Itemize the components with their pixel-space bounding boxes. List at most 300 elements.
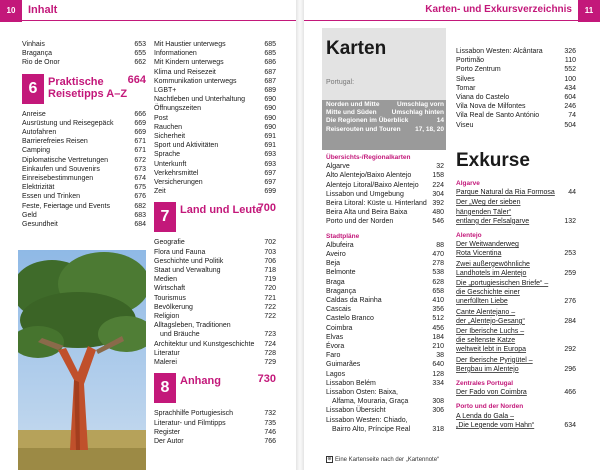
entry-title: Aveiro (326, 251, 346, 259)
entry-page: 410 (432, 297, 444, 305)
chapter-number: 7 (154, 202, 176, 232)
toc-entry[interactable] (154, 248, 276, 257)
toc-entry[interactable] (154, 77, 276, 86)
entry-title: Mitte und Süden (326, 109, 377, 117)
entry-page: 693 (264, 151, 276, 159)
toc-entry[interactable] (154, 40, 276, 49)
entry-title: Barrierefreies Reisen (22, 138, 88, 146)
map-entry[interactable] (326, 324, 444, 333)
toc-entry[interactable] (22, 202, 146, 211)
entry-page: 690 (264, 96, 276, 104)
entry-page: 697 (264, 179, 276, 187)
entry-title: entlang der Felsalgarve (456, 217, 530, 225)
toc-entry[interactable] (154, 150, 276, 159)
entry-page: 673 (134, 165, 146, 173)
entry-page: 671 (134, 147, 146, 155)
map-entry[interactable] (326, 117, 444, 125)
entry-title: Geld (22, 211, 37, 219)
entry-page: 276 (564, 298, 576, 306)
toc-entry[interactable] (22, 146, 146, 155)
toc-entry[interactable] (22, 58, 146, 67)
entry-title: und Bräuche (160, 331, 200, 339)
entry-page: 38 (436, 352, 444, 360)
entry-page: 693 (264, 160, 276, 168)
entry-page: 334 (432, 379, 444, 387)
toc-entry[interactable] (154, 95, 276, 104)
header-rule (304, 20, 578, 21)
entry-title: Lissabon Übersicht (326, 407, 386, 415)
toc-entry[interactable] (22, 192, 146, 201)
toc-entry[interactable] (154, 178, 276, 187)
entry-title: weltweit lebt in Europa (456, 346, 527, 354)
maps-column-1 (326, 153, 444, 434)
toc-entry[interactable] (154, 437, 276, 446)
chapter-page: 664 (127, 73, 146, 86)
entry-title: Belmonte (326, 269, 356, 277)
legend-note (326, 456, 439, 463)
entry-title: Feste, Feiertage und Events (22, 202, 110, 210)
portugal-maps-list (326, 101, 444, 134)
maps-column-2 (456, 47, 576, 130)
entry-title: Norden und Mitte (326, 101, 380, 108)
map-entry[interactable] (326, 181, 444, 190)
entry-title: Geografie (154, 239, 185, 247)
entry-title: Geschichte und Politik (154, 257, 224, 265)
entry-page (440, 388, 444, 397)
entry-page: 685 (264, 50, 276, 58)
entry-title: Klima und Reisezeit (154, 68, 216, 76)
map-entry[interactable] (326, 217, 444, 226)
entry-title: die Geschichte einer (456, 289, 520, 297)
exkurs-entry[interactable] (456, 308, 576, 326)
chapter-8-heading[interactable] (154, 373, 276, 403)
entry-page: 720 (264, 285, 276, 293)
entry-page: 766 (264, 437, 276, 445)
entry-page: 480 (432, 209, 444, 217)
map-entry[interactable] (456, 75, 576, 84)
toc-entry[interactable] (154, 141, 276, 150)
entry-page: 685 (264, 41, 276, 48)
entry-page: 735 (264, 419, 276, 427)
exkurs-entry[interactable] (456, 327, 576, 355)
entry-title: Bragança (326, 287, 356, 295)
entry-page: 718 (264, 267, 276, 275)
entry-title: Lagos (326, 370, 346, 378)
entry-title: Die Regionen im Überblick (326, 117, 409, 125)
section-label: Zentrales Portugal (456, 380, 514, 388)
entry-title: Camping (22, 147, 51, 155)
section-label: Stadtpläne (326, 232, 360, 240)
map-entry[interactable] (456, 111, 576, 120)
entry-title: der „Alentejo-Gesang“ (456, 317, 525, 325)
map-entry[interactable] (456, 121, 576, 130)
map-entry[interactable] (326, 388, 444, 397)
entry-title: Der Iberische Pyrigütel – (456, 356, 533, 364)
entry-page: 690 (264, 114, 276, 122)
toc-column-1 (22, 40, 146, 229)
entry-page: 724 (264, 340, 276, 348)
entry-title: Bairro Alto, Príncipe Real (332, 425, 411, 433)
entry-title: Alto Alentejo/Baixo Alentejo (326, 172, 412, 180)
karten-title: Karten (326, 38, 387, 59)
map-entry[interactable] (326, 333, 444, 342)
map-entry[interactable] (326, 406, 444, 415)
entry-page: 746 (264, 428, 276, 436)
entry-title: Mit Kindern unterwegs (154, 59, 224, 67)
exkurs-entry[interactable] (456, 279, 576, 307)
map-entry[interactable] (456, 93, 576, 102)
entry-title: Register (154, 428, 181, 436)
legend-text: Eine Kartenseite nach der „Kartennote“ (335, 457, 440, 464)
entry-page: 100 (564, 75, 576, 83)
toc-entry[interactable] (22, 40, 146, 49)
chapter-page: 730 (257, 373, 276, 386)
entry-page: 721 (264, 294, 276, 302)
toc-entry[interactable] (22, 49, 146, 58)
entry-page: 687 (264, 68, 276, 76)
entry-title: Post (154, 114, 169, 122)
chapter-title: Praktische Reisetipps A–Z (48, 75, 128, 100)
entry-title: Medien (154, 276, 177, 284)
entry-title: Wirtschaft (154, 285, 186, 293)
entry-title: Viseu (456, 121, 474, 129)
toc-entry[interactable] (22, 165, 146, 174)
entry-title: Alentejo Litoral/Baixo Alentejo (326, 181, 419, 189)
entry-title: Guimarães (326, 361, 361, 369)
entry-title: Lissabon und Umgebung (326, 190, 404, 198)
entry-title: Gesundheit (22, 221, 58, 229)
map-entry[interactable] (326, 351, 444, 360)
entry-title: Ausrüstung und Reisegepäck (22, 119, 114, 127)
entry-title: hängenden Täler“ (456, 208, 512, 216)
entry-title: Sprache (154, 151, 181, 159)
entry-page: 655 (134, 50, 146, 58)
entry-page: 17, 18, 20 (415, 125, 444, 133)
portugal-label-block (326, 78, 444, 87)
entry-page: 653 (134, 41, 146, 48)
entry-page: 246 (564, 103, 576, 111)
entry-title: Algarve (326, 163, 350, 171)
toc-entry[interactable] (22, 119, 146, 128)
entry-title: Der Iberische Luchs – (456, 328, 525, 336)
entry-page: 671 (134, 138, 146, 146)
entry-title: Rota Vicentina (456, 250, 502, 258)
exkurs-entry[interactable] (456, 356, 576, 374)
toc-entry[interactable] (154, 187, 276, 196)
entry-page: Umschlag hinten (391, 109, 444, 117)
entry-title: Alltagsleben, Traditionen (154, 322, 231, 330)
entry-title: Literatur (154, 349, 180, 357)
entry-page: 32 (436, 163, 444, 171)
map-entry[interactable] (326, 379, 444, 388)
entry-title: Coimbra (326, 324, 353, 332)
entry-title: Staat und Verwaltung (154, 267, 221, 275)
map-entry[interactable] (326, 250, 444, 259)
map-entry[interactable] (456, 84, 576, 93)
map-entry[interactable] (326, 342, 444, 351)
entry-page: 306 (432, 407, 444, 415)
toc-entry[interactable] (22, 174, 146, 183)
chapter-7-heading[interactable] (154, 202, 276, 232)
toc-entry[interactable] (154, 160, 276, 169)
map-entry[interactable] (326, 314, 444, 323)
entry-title: Nachtleben und Unterhaltung (154, 96, 246, 104)
map-entry[interactable] (326, 296, 444, 305)
map-entry[interactable] (326, 259, 444, 268)
entry-page: 675 (134, 184, 146, 192)
entry-page: 392 (432, 200, 444, 208)
toc-entry[interactable] (154, 238, 276, 247)
entry-page: 732 (264, 410, 276, 418)
map-entry[interactable] (326, 287, 444, 296)
map-entry[interactable] (326, 101, 444, 109)
toc-entry[interactable] (154, 169, 276, 178)
entry-title: Der Fado von Coimbra (456, 389, 527, 397)
entry-page: 552 (564, 66, 576, 74)
toc-entry[interactable] (22, 110, 146, 119)
toc-entry[interactable] (154, 68, 276, 77)
page-number: 11 (578, 0, 600, 22)
toc-entry[interactable] (154, 349, 276, 358)
entry-title: Lissabon Westen: Chiado, (326, 416, 408, 424)
toc-entry[interactable] (154, 419, 276, 428)
toc-entry[interactable] (154, 86, 276, 95)
entry-page: 683 (134, 211, 146, 219)
entry-title: die seltenste Katze (456, 337, 516, 345)
map-entry[interactable] (326, 268, 444, 277)
entry-page: 259 (564, 269, 576, 277)
toc-entry[interactable] (154, 132, 276, 141)
map-entry[interactable] (326, 126, 444, 134)
entry-title: Diplomatische Vertretungen (22, 156, 108, 164)
toc-entry[interactable] (154, 358, 276, 367)
entry-title: Unterkunft (154, 160, 187, 168)
toc-entry[interactable] (154, 303, 276, 312)
map-entry[interactable] (326, 278, 444, 287)
map-entry[interactable] (326, 208, 444, 217)
toc-entry[interactable] (22, 211, 146, 220)
section-label: Alentejo (456, 232, 482, 240)
entry-title: Architektur und Kunstgeschichte (154, 340, 255, 348)
entry-page: 74 (568, 112, 576, 120)
map-entry[interactable] (326, 241, 444, 250)
entry-page: 253 (564, 250, 576, 258)
exkurse-title: Exkurse (456, 150, 530, 171)
entry-title: LGBT+ (154, 87, 177, 95)
toc-entry[interactable] (154, 321, 276, 330)
entry-title: Porto und der Norden (326, 218, 394, 226)
entry-title: Évora (326, 343, 345, 351)
map-entry[interactable] (456, 56, 576, 65)
map-entry[interactable] (326, 416, 444, 425)
entry-page: 689 (264, 87, 276, 95)
exkurs-entry[interactable] (456, 240, 576, 258)
entry-title: Lissabon Belém (326, 379, 376, 387)
section-label: Porto und der Norden (456, 403, 524, 411)
entry-page: 546 (432, 218, 444, 226)
toc-entry[interactable] (154, 266, 276, 275)
entry-title: Bragança (22, 50, 52, 58)
toc-entry[interactable] (154, 104, 276, 113)
entry-title: Zeit (154, 188, 166, 196)
exkurs-entry[interactable] (456, 388, 576, 397)
entry-title: Silves (456, 75, 475, 83)
map-entry[interactable] (456, 47, 576, 56)
entry-title: Versicherungen (154, 179, 203, 187)
entry-page: 723 (264, 331, 276, 339)
toc-entry[interactable] (154, 312, 276, 321)
entry-page: 356 (432, 306, 444, 314)
chapter-6-heading[interactable] (22, 74, 146, 104)
entry-title: Öffnungszeiten (154, 105, 201, 113)
entry-page: 88 (436, 241, 444, 249)
map-entry[interactable] (326, 162, 444, 171)
chapter-title: Anhang (180, 375, 221, 388)
chapter-title: Land und Leute (180, 204, 262, 217)
entry-page: 690 (264, 123, 276, 131)
entry-page: 697 (264, 169, 276, 177)
entry-page: 466 (564, 389, 576, 397)
entry-page: 690 (264, 105, 276, 113)
toc-entry[interactable] (22, 220, 146, 229)
toc-entry[interactable] (22, 156, 146, 165)
entry-title: Beira Alta und Beira Baixa (326, 209, 408, 217)
entry-title: Informationen (154, 50, 197, 58)
exkurs-entry[interactable] (456, 412, 576, 430)
entry-page (440, 416, 444, 425)
entry-title: Der Autor (154, 437, 184, 445)
entry-title: Albufeira (326, 241, 354, 249)
entry-title: Sport und Aktivitäten (154, 142, 219, 150)
section-label: Algarve (456, 180, 480, 187)
toc-column-2 (154, 40, 276, 446)
exkurse-column (456, 174, 576, 431)
entry-page: 456 (432, 324, 444, 332)
page-number: 10 (0, 0, 22, 22)
entry-title: Flora und Fauna (154, 248, 206, 256)
exkurs-entry[interactable] (456, 260, 576, 278)
entry-title: Lissabon Westen: Alcântara (456, 48, 543, 55)
map-entry[interactable] (326, 397, 444, 406)
toc-entry[interactable] (154, 114, 276, 123)
toc-entry[interactable] (154, 284, 276, 293)
map-entry[interactable] (326, 425, 444, 434)
left-page (0, 0, 296, 470)
page-title: Karten- und Exkursverzeichnis (425, 4, 572, 15)
exkurs-entry[interactable] (456, 198, 576, 226)
toc-entry[interactable] (154, 123, 276, 132)
map-entry[interactable] (326, 305, 444, 314)
toc-entry[interactable] (154, 275, 276, 284)
entry-page: 184 (432, 333, 444, 341)
entry-title: Portimão (456, 57, 485, 65)
entry-page: 669 (134, 119, 146, 127)
toc-entry[interactable] (154, 428, 276, 437)
entry-page (272, 321, 276, 330)
page-title: Inhalt (28, 4, 58, 16)
entry-page: 110 (564, 57, 576, 65)
entry-title: Zwei außergewöhnliche (456, 260, 530, 268)
entry-page: 728 (264, 349, 276, 357)
entry-title: Braga (326, 278, 345, 286)
toc-entry[interactable] (22, 183, 146, 192)
entry-title: A Lenda do Gala – (456, 412, 514, 420)
toc-entry[interactable] (154, 58, 276, 67)
entry-title: Rio de Onor (22, 59, 60, 67)
entry-title: Verkehrsmittel (154, 169, 199, 177)
toc-entry[interactable] (154, 294, 276, 303)
map-entry[interactable] (326, 171, 444, 180)
entry-page: 706 (264, 257, 276, 265)
entry-page: 672 (134, 156, 146, 164)
map-entry[interactable] (326, 199, 444, 208)
entry-page: 666 (134, 110, 146, 118)
entry-title: Reiserouten und Touren (326, 125, 401, 133)
entry-page: 14 (436, 117, 444, 125)
entry-title: Literatur- und Filmtipps (154, 419, 226, 427)
entry-title: Bergbau im Alentejo (456, 365, 519, 373)
entry-title: Parque Natural da Ria Formosa (456, 189, 555, 197)
entry-title: Beja (326, 260, 341, 268)
chapter-number: 8 (154, 373, 176, 403)
section-label: Übersichts-/Regionalkarten (326, 154, 411, 161)
toc-entry[interactable] (154, 257, 276, 266)
entry-page: 224 (432, 181, 444, 189)
map-entry[interactable] (456, 65, 576, 74)
entry-title: Tomar (456, 84, 476, 92)
entry-title: Der „Weg der sieben (456, 199, 521, 207)
entry-page: 604 (564, 94, 576, 102)
entry-page: 304 (432, 190, 444, 198)
map-entry[interactable] (456, 102, 576, 111)
map-icon: ⊕ (327, 456, 332, 462)
entry-title: Einreisebestimmungen (22, 175, 94, 183)
entry-page: 318 (432, 425, 444, 433)
entry-page: 512 (432, 315, 444, 323)
entry-page: 684 (134, 221, 146, 229)
entry-page: 702 (264, 239, 276, 247)
entry-title: Essen und Trinken (22, 193, 80, 201)
entry-title: Caldas da Rainha (326, 297, 382, 305)
entry-title: Tourismus (154, 294, 186, 302)
map-entry[interactable] (326, 190, 444, 199)
map-entry[interactable] (326, 360, 444, 369)
entry-title: Landhotels im Alentejo (456, 269, 527, 277)
toc-entry[interactable] (154, 340, 276, 349)
toc-entry[interactable] (154, 49, 276, 58)
toc-entry[interactable] (154, 330, 276, 339)
toc-entry[interactable] (22, 137, 146, 146)
toc-entry[interactable] (154, 409, 276, 418)
entry-page: 676 (134, 193, 146, 201)
book-gutter (296, 0, 304, 470)
map-entry[interactable] (326, 370, 444, 379)
toc-entry[interactable] (22, 128, 146, 137)
entry-page: 729 (264, 359, 276, 367)
exkurs-entry[interactable] (456, 188, 576, 197)
right-page (304, 0, 600, 470)
entry-page: 292 (564, 346, 576, 354)
entry-title: Religion (154, 313, 180, 321)
entry-page: 470 (432, 251, 444, 259)
entry-title: Viana do Castelo (456, 94, 510, 102)
entry-title: unerfüllten Liebe (456, 298, 508, 306)
entry-title: Anreise (22, 110, 46, 118)
entry-title: Vinhais (22, 41, 45, 48)
entry-page: 278 (432, 260, 444, 268)
entry-page: 722 (264, 313, 276, 321)
entry-page: 158 (432, 172, 444, 180)
